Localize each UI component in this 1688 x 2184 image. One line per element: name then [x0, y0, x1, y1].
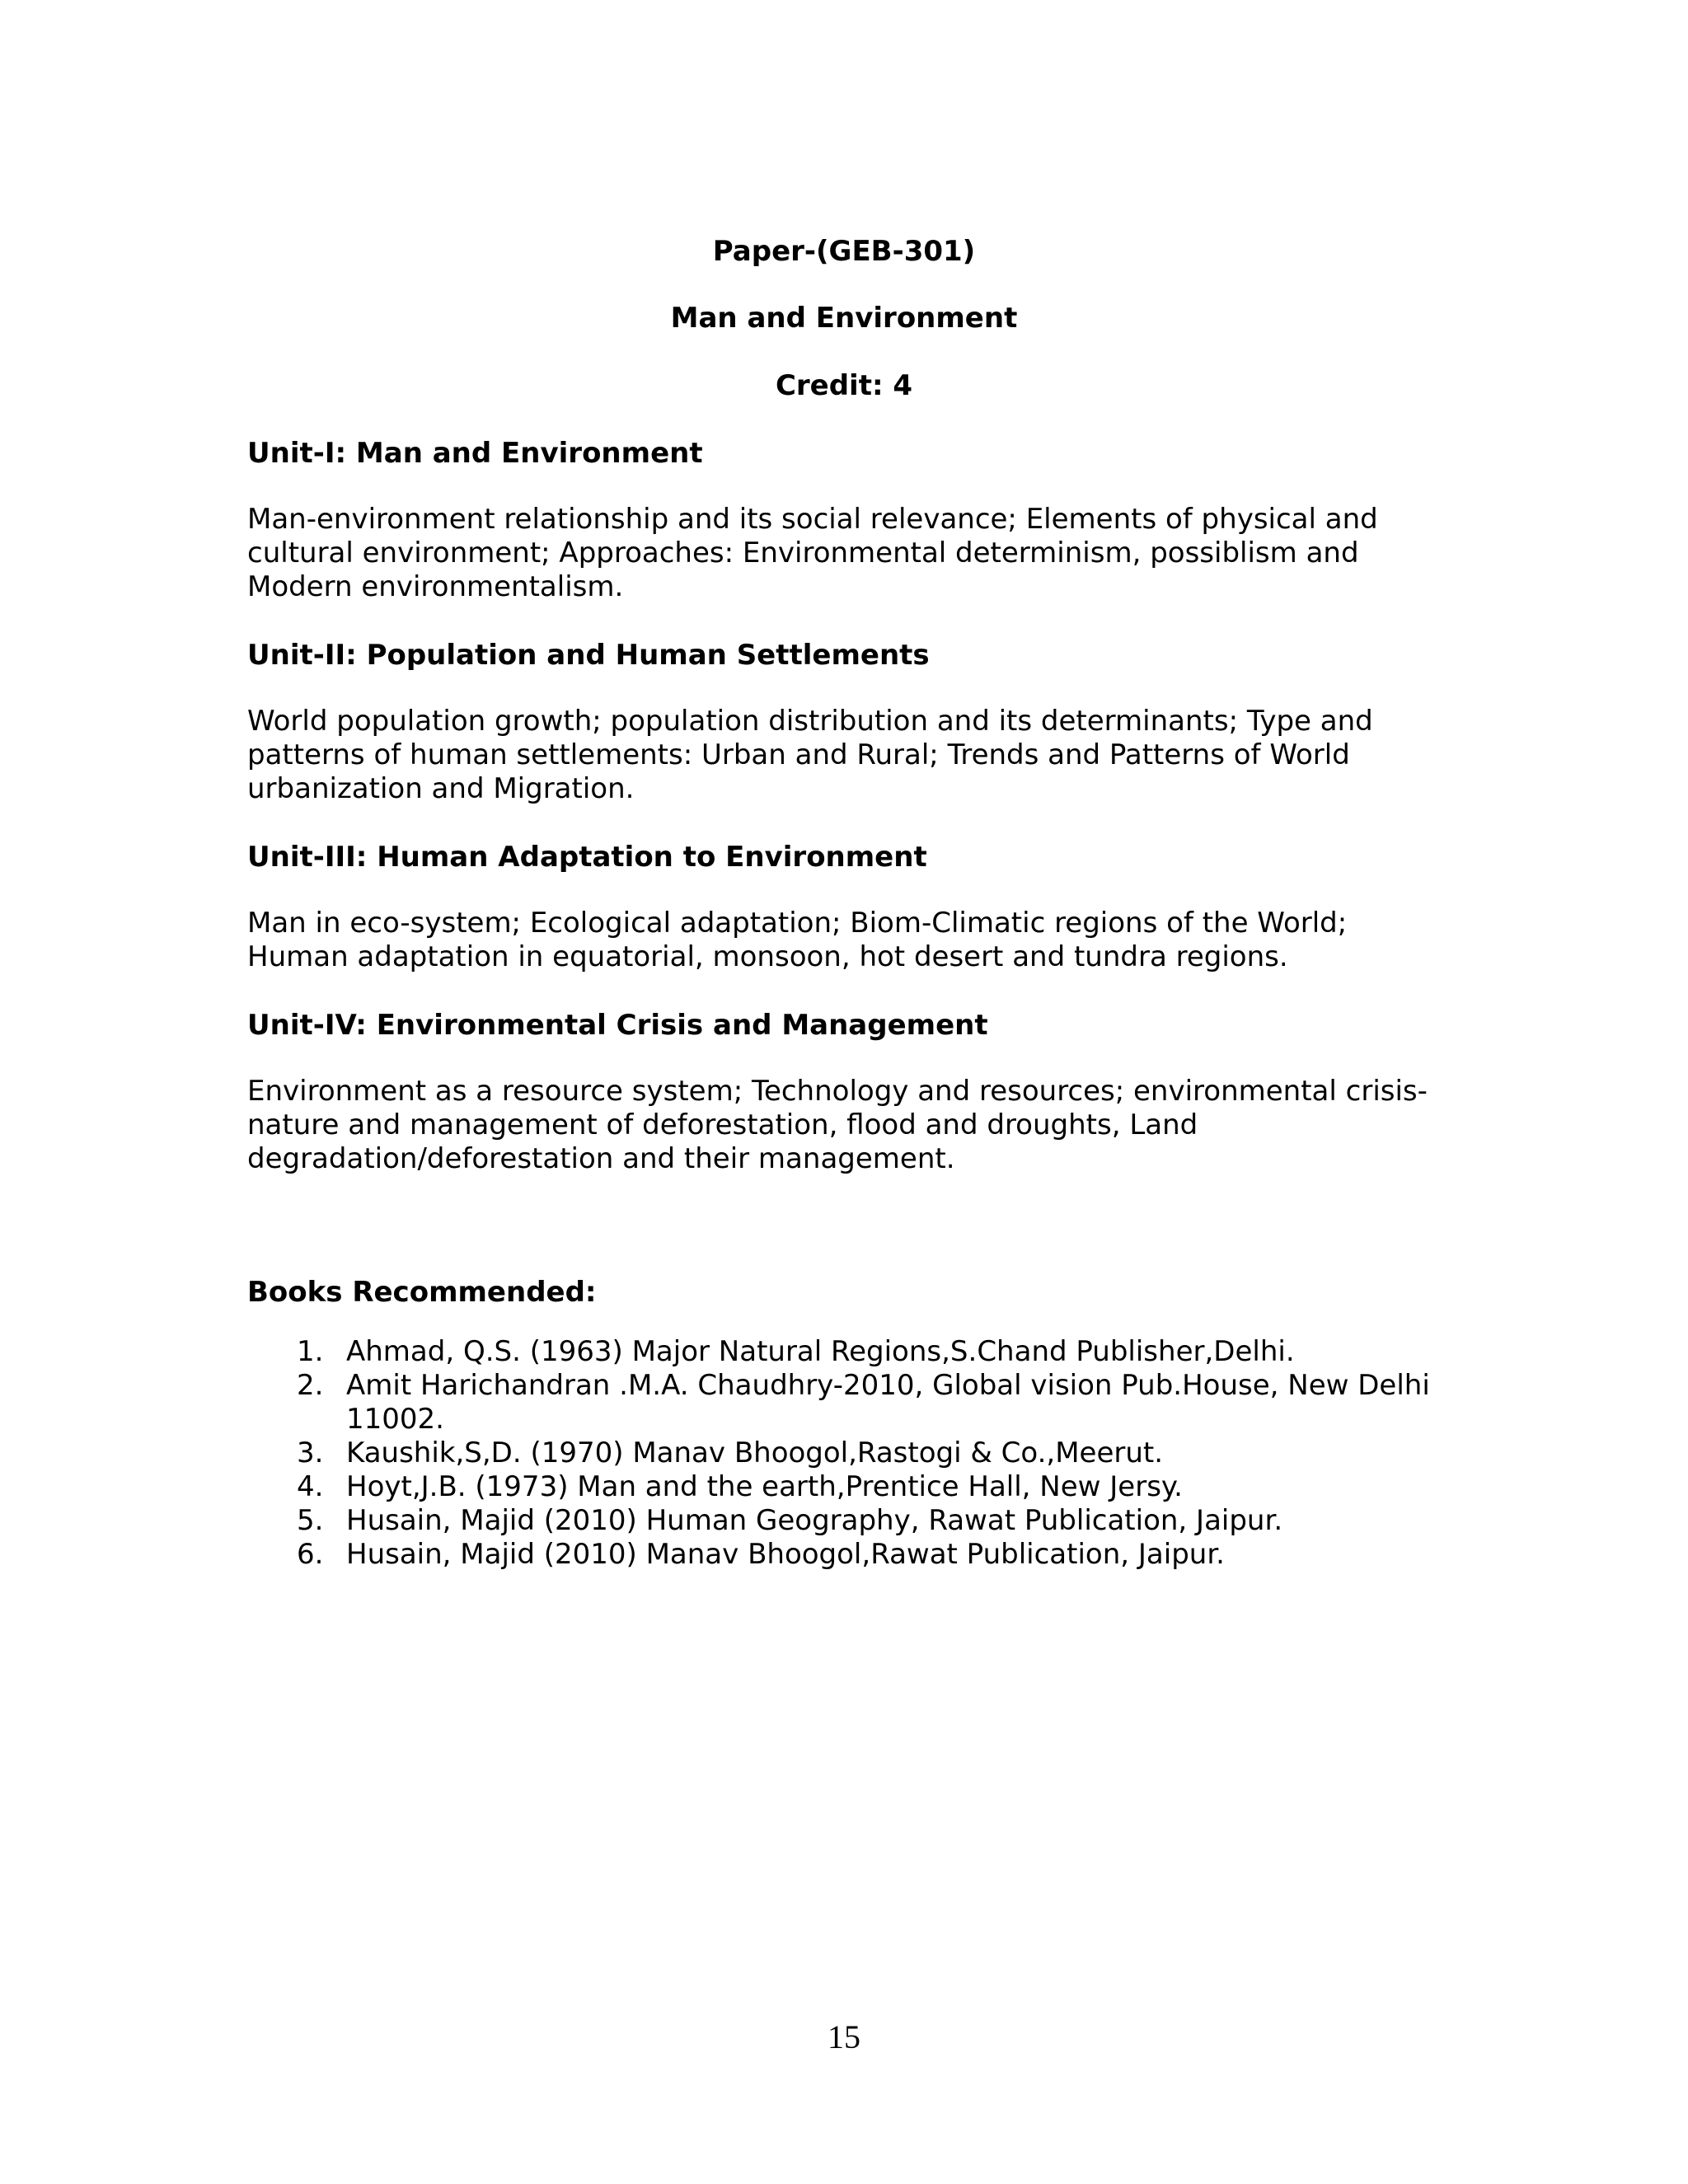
book-text: Ahmad, Q.S. (1963) Major Natural Regions,S.Chand Publisher,Delhi. [346, 1335, 1295, 1368]
course-title: Man and Environment [670, 302, 1018, 335]
book-number: 3. [297, 1436, 324, 1469]
book-item [247, 1470, 1451, 1504]
unit-1-text: Man-environment relationship and its social relevance; Elements of physical and cultural environment; Approaches: Environmental determinism, possiblism and Modern environmentalism. [247, 503, 1378, 603]
books-list [247, 1335, 1451, 1572]
book-text: Hoyt,J.B. (1973) Man and the earth,Prentice Hall, New Jersy. [346, 1470, 1183, 1503]
book-number: 6. [297, 1538, 324, 1571]
book-text: Kaushik,S,D. (1970) Manav Bhoogol,Rastogi & Co.,Meerut. [346, 1436, 1164, 1469]
page-number: 15 [828, 2018, 860, 2055]
unit-2-title: Unit-II: Population and Human Settlements [247, 639, 930, 672]
paper-code: Paper-(GEB-301) [712, 235, 976, 268]
unit-1-title: Unit-I: Man and Environment [247, 437, 703, 470]
book-text: Husain, Majid (2010) Human Geography, Rawat Publication, Jaipur. [346, 1504, 1283, 1537]
unit-4-title: Unit-IV: Environmental Crisis and Management [247, 1009, 988, 1042]
book-item [247, 1538, 1451, 1572]
books-heading: Books Recommended: [247, 1276, 597, 1309]
book-item [247, 1335, 1451, 1369]
book-text: Husain, Majid (2010) Manav Bhoogol,Rawat Publication, Jaipur. [346, 1538, 1225, 1571]
unit-4-text: Environment as a resource system; Technology and resources; environmental crisis-nature and management of deforestation, flood and droughts, Land degradation/deforestation and their management. [247, 1075, 1428, 1175]
book-number: 4. [297, 1470, 324, 1503]
unit-2-text: World population growth; population distribution and its determinants; Type and patterns of human settlements: Urban and Rural; Trends and Patterns of World urbanization and Migration. [247, 705, 1373, 805]
credit-label: Credit: 4 [775, 369, 913, 402]
book-number: 2. [297, 1369, 324, 1402]
unit-3-text: Man in eco-system; Ecological adaptation; Biom-Climatic regions of the World; Human adaptation in equatorial, monsoon, hot desert and tundra regions. [247, 907, 1348, 973]
book-item [247, 1504, 1451, 1538]
book-text: Amit Harichandran .M.A. Chaudhry-2010, Global vision Pub.House, New Delhi 11002. [346, 1369, 1430, 1436]
book-item [247, 1436, 1451, 1470]
book-item [247, 1369, 1451, 1436]
book-number: 1. [297, 1335, 324, 1368]
book-number: 5. [297, 1504, 324, 1537]
unit-3-title: Unit-III: Human Adaptation to Environment [247, 841, 927, 874]
